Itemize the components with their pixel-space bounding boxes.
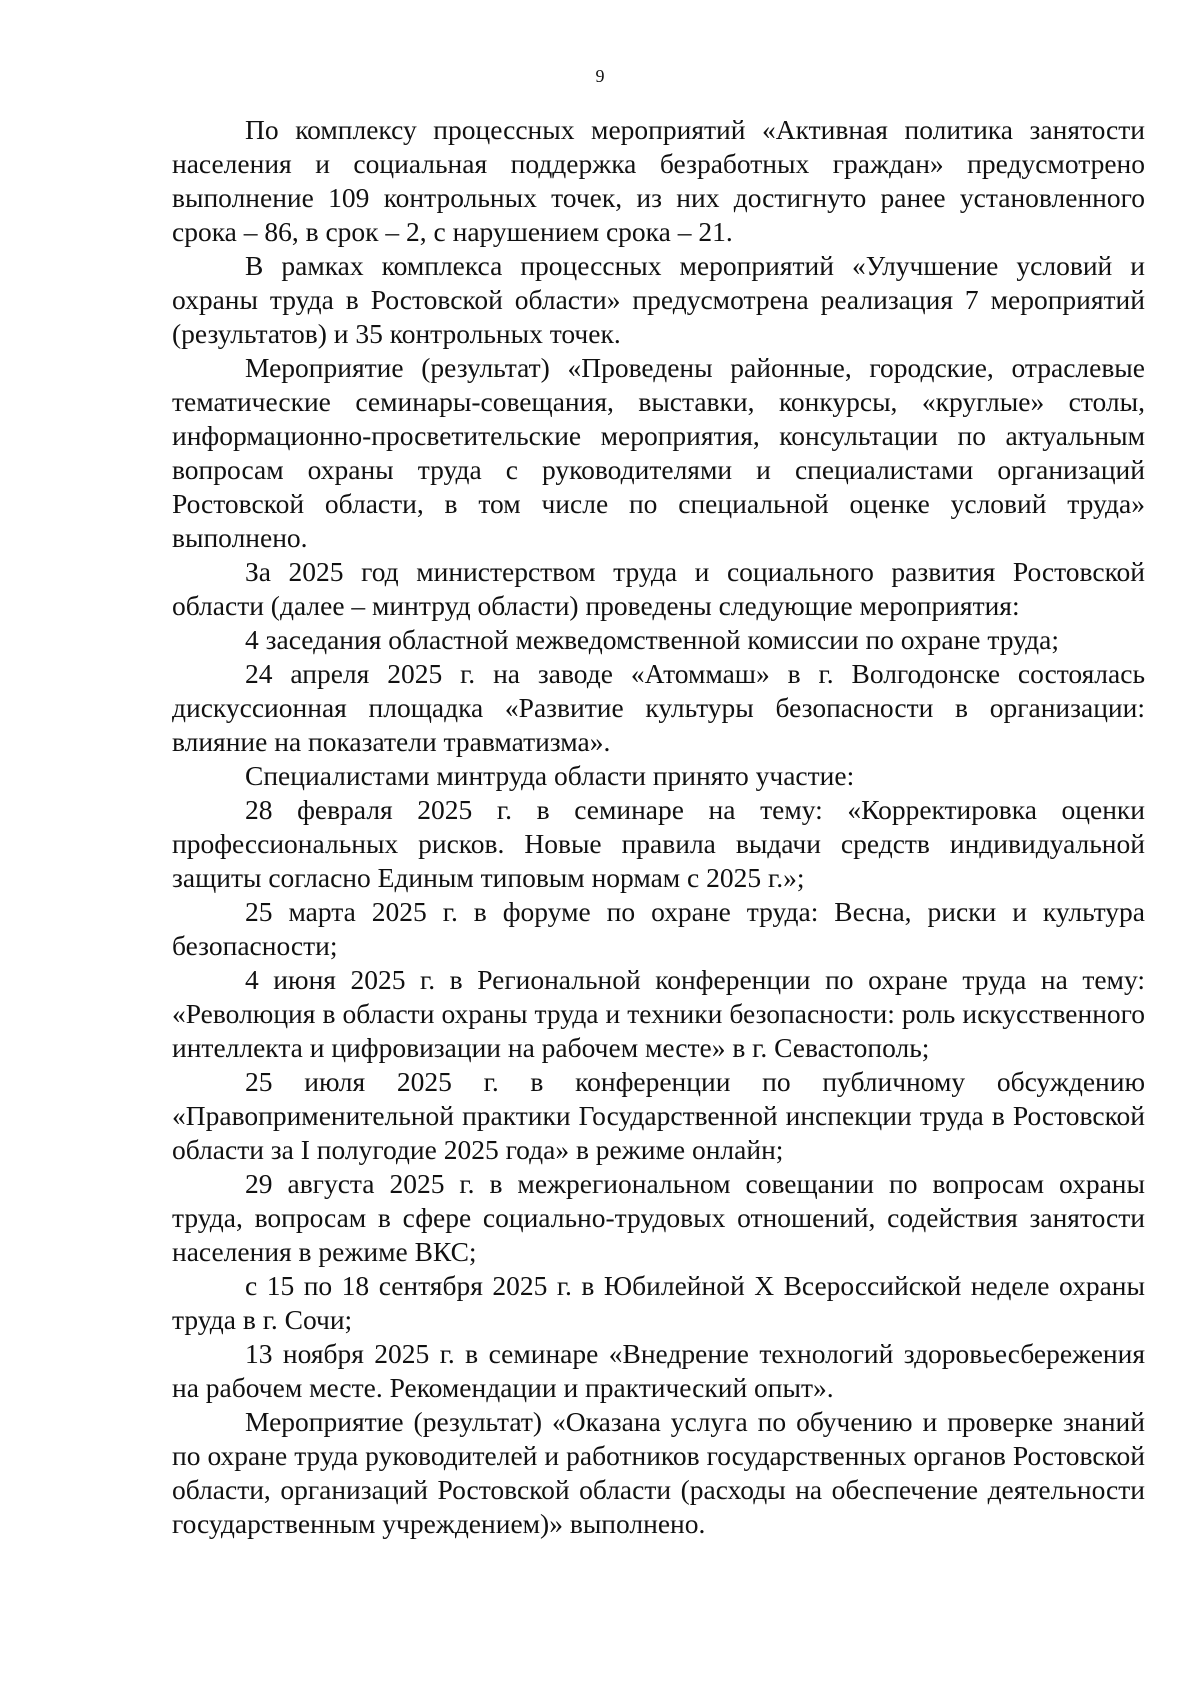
paragraph: 25 июля 2025 г. в конференции по публичному обсуждению «Правоприменительной практики Государственной инспекции труда в Ростовской области за I полугодие 2025 года» в режиме онлайн; bbox=[172, 1066, 1145, 1165]
paragraph: В рамках комплекса процессных мероприятий «Улучшение условий и охраны труда в Ростовской области» предусмотрена реализация 7 мероприятий (результатов) и 35 контрольных точек. bbox=[172, 250, 1145, 349]
document-body bbox=[172, 113, 1145, 1541]
paragraph: Мероприятие (результат) «Проведены районные, городские, отраслевые тематические семинары-совещания, выставки, конкурсы, «круглые» столы, информационно-просветительские мероприятия, консультации по актуальным вопросам охраны труда с руководителями и специалистами организаций Ростовской области, в том числе по специальной оценке условий труда» выполнено. bbox=[172, 352, 1145, 553]
paragraph: 29 августа 2025 г. в межрегиональном совещании по вопросам охраны труда, вопросам в сфере социально-трудовых отношений, содействия занятости населения в режиме ВКС; bbox=[172, 1168, 1145, 1267]
paragraph: Специалистами минтруда области принято участие: bbox=[245, 760, 855, 791]
paragraph: По комплексу процессных мероприятий «Активная политика занятости населения и социальная поддержка безработных граждан» предусмотрено выполнение 109 контрольных точек, из них достигнуто ранее установленного срока – 86, в срок – 2, с нарушением срока – 21. bbox=[172, 114, 1145, 247]
paragraph: 4 заседания областной межведомственной комиссии по охране труда; bbox=[245, 624, 1059, 655]
paragraph: 24 апреля 2025 г. на заводе «Атоммаш» в г. Волгодонске состоялась дискуссионная площадка «Развитие культуры безопасности в организации: влияние на показатели травматизма». bbox=[172, 658, 1145, 757]
paragraph: 13 ноября 2025 г. в семинаре «Внедрение технологий здоровьесбережения на рабочем месте. Рекомендации и практический опыт». bbox=[172, 1338, 1145, 1403]
paragraph: 28 февраля 2025 г. в семинаре на тему: «Корректировка оценки профессиональных рисков. Новые правила выдачи средств индивидуальной защиты согласно Единым типовым нормам с 2025 г.»; bbox=[172, 794, 1145, 893]
paragraph: 4 июня 2025 г. в Региональной конференции по охране труда на тему: «Революция в области охраны труда и техники безопасности: роль искусственного интеллекта и цифровизации на рабочем месте» в г. Севастополь; bbox=[172, 964, 1145, 1063]
paragraph: Мероприятие (результат) «Оказана услуга по обучению и проверке знаний по охране труда руководителей и работников государственных органов Ростовской области, организаций Ростовской области (расходы на обеспечение деятельности государственным учреждением)» выполнено. bbox=[172, 1406, 1145, 1539]
paragraph: За 2025 год министерством труда и социального развития Ростовской области (далее – минтруд области) проведены следующие мероприятия: bbox=[172, 556, 1145, 621]
paragraph: с 15 по 18 сентября 2025 г. в Юбилейной X Всероссийской неделе охраны труда в г. Сочи; bbox=[172, 1270, 1145, 1335]
page-number: 9 bbox=[595, 66, 605, 86]
paragraph: 25 марта 2025 г. в форуме по охране труда: Весна, риски и культура безопасности; bbox=[172, 896, 1145, 961]
